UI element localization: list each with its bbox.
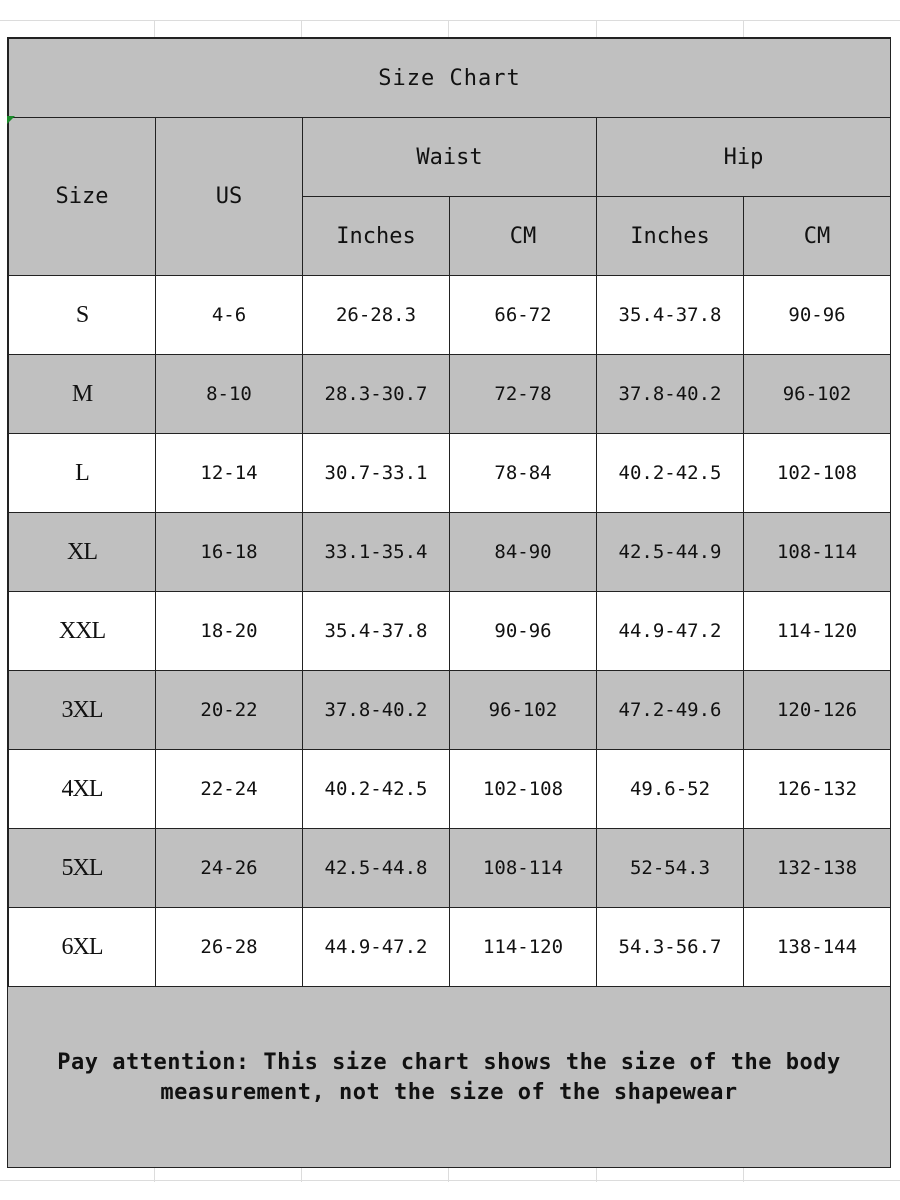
size-cell: 5XL xyxy=(9,829,156,908)
hip-cm-cell: 126-132 xyxy=(744,750,891,829)
hip-inches-cell: 47.2-49.6 xyxy=(597,671,744,750)
waist-inches-cell: 37.8-40.2 xyxy=(303,671,450,750)
us-size-cell: 24-26 xyxy=(156,829,303,908)
us-size-cell: 18-20 xyxy=(156,592,303,671)
size-cell: 6XL xyxy=(9,908,156,987)
waist-cm-cell: 66-72 xyxy=(450,276,597,355)
waist-cm-cell: 78-84 xyxy=(450,434,597,513)
table-row xyxy=(9,829,891,908)
hip-cm-cell: 114-120 xyxy=(744,592,891,671)
hip-cm-cell: 132-138 xyxy=(744,829,891,908)
waist-cm-cell: 96-102 xyxy=(450,671,597,750)
attention-note-line-1: Pay attention: This size chart shows the size of the body xyxy=(57,1050,841,1075)
size-chart-table xyxy=(8,38,891,987)
hip-inches-cell: 52-54.3 xyxy=(597,829,744,908)
us-size-cell: 22-24 xyxy=(156,750,303,829)
size-cell: XL xyxy=(9,513,156,592)
table-row xyxy=(9,355,891,434)
waist-inches-cell: 44.9-47.2 xyxy=(303,908,450,987)
hip-inches-cell: 37.8-40.2 xyxy=(597,355,744,434)
waist-inches-cell: 26-28.3 xyxy=(303,276,450,355)
waist-inches-cell: 35.4-37.8 xyxy=(303,592,450,671)
waist-cm-cell: 90-96 xyxy=(450,592,597,671)
waist-inches-cell: 33.1-35.4 xyxy=(303,513,450,592)
size-cell: M xyxy=(9,355,156,434)
waist-cm-header: CM xyxy=(450,197,597,276)
hip-cm-cell: 90-96 xyxy=(744,276,891,355)
hip-inches-cell: 44.9-47.2 xyxy=(597,592,744,671)
hip-inches-cell: 54.3-56.7 xyxy=(597,908,744,987)
chart-title: Size Chart xyxy=(9,39,891,118)
hip-inches-header: Inches xyxy=(597,197,744,276)
cell-corner-marker xyxy=(7,116,15,124)
waist-inches-cell: 30.7-33.1 xyxy=(303,434,450,513)
size-cell: 3XL xyxy=(9,671,156,750)
waist-cm-cell: 102-108 xyxy=(450,750,597,829)
us-size-cell: 26-28 xyxy=(156,908,303,987)
hip-header: Hip xyxy=(597,118,891,197)
table-row xyxy=(9,276,891,355)
size-header: Size xyxy=(9,118,156,276)
waist-cm-cell: 72-78 xyxy=(450,355,597,434)
hip-cm-cell: 96-102 xyxy=(744,355,891,434)
table-row xyxy=(9,592,891,671)
us-size-cell: 8-10 xyxy=(156,355,303,434)
waist-cm-cell: 108-114 xyxy=(450,829,597,908)
hip-inches-cell: 42.5-44.9 xyxy=(597,513,744,592)
waist-inches-header: Inches xyxy=(303,197,450,276)
size-cell: XXL xyxy=(9,592,156,671)
table-row xyxy=(9,513,891,592)
hip-inches-cell: 49.6-52 xyxy=(597,750,744,829)
us-header: US xyxy=(156,118,303,276)
table-row xyxy=(9,671,891,750)
us-size-cell: 4-6 xyxy=(156,276,303,355)
attention-note xyxy=(8,989,890,1167)
waist-inches-cell: 28.3-30.7 xyxy=(303,355,450,434)
size-cell: 4XL xyxy=(9,750,156,829)
size-cell: L xyxy=(9,434,156,513)
table-row xyxy=(9,908,891,987)
table-row xyxy=(9,750,891,829)
size-cell: S xyxy=(9,276,156,355)
hip-inches-cell: 35.4-37.8 xyxy=(597,276,744,355)
hip-cm-cell: 120-126 xyxy=(744,671,891,750)
hip-cm-cell: 102-108 xyxy=(744,434,891,513)
hip-cm-cell: 138-144 xyxy=(744,908,891,987)
us-size-cell: 20-22 xyxy=(156,671,303,750)
waist-inches-cell: 40.2-42.5 xyxy=(303,750,450,829)
hip-inches-cell: 40.2-42.5 xyxy=(597,434,744,513)
hip-cm-cell: 108-114 xyxy=(744,513,891,592)
table-row xyxy=(9,434,891,513)
waist-cm-cell: 84-90 xyxy=(450,513,597,592)
hip-cm-header: CM xyxy=(744,197,891,276)
waist-header: Waist xyxy=(303,118,597,197)
us-size-cell: 16-18 xyxy=(156,513,303,592)
attention-note-line-2: measurement, not the size of the shapewear xyxy=(160,1080,738,1105)
waist-cm-cell: 114-120 xyxy=(450,908,597,987)
size-chart-sheet xyxy=(7,37,891,1168)
waist-inches-cell: 42.5-44.8 xyxy=(303,829,450,908)
us-size-cell: 12-14 xyxy=(156,434,303,513)
